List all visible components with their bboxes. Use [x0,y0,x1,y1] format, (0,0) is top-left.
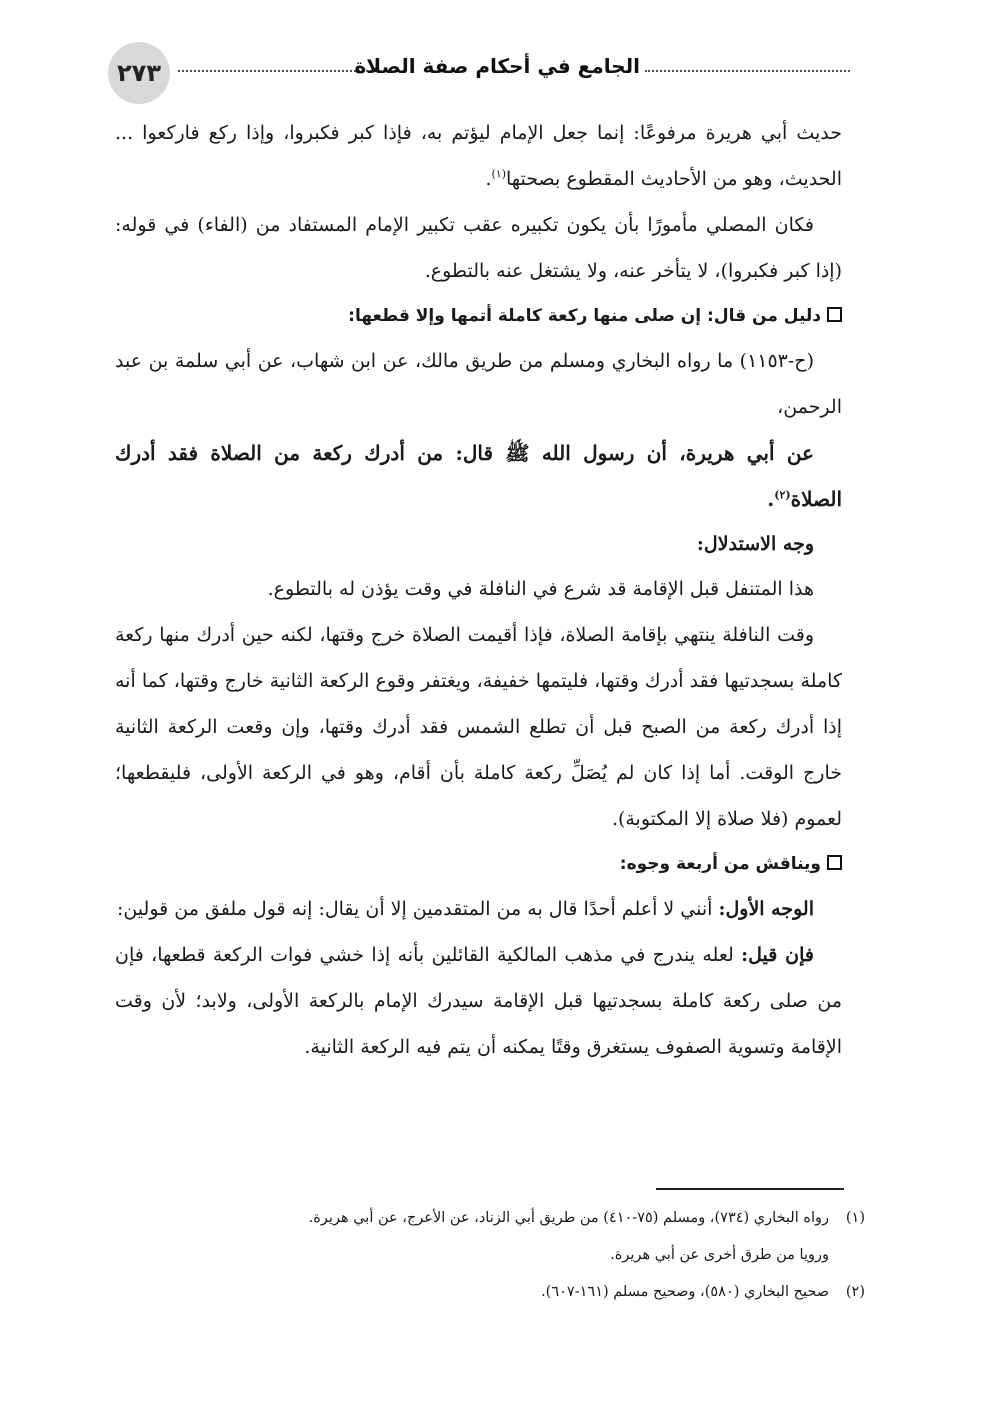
hadith-body: عن أبي هريرة، أن رسول الله ﷺ قال: من أدرك ركعة من الصلاة فقد أدرك الصلاة [115,441,842,511]
paragraph-7-lead: فإن قيل: [741,944,814,966]
footnote-separator [656,1188,844,1190]
paragraph-7 [115,932,842,1070]
footnote-2-text: صحيح البخاري (٥٨٠)، وصحيح مسلم (١٦١-٦٠٧). [541,1284,829,1300]
main-text [115,110,842,1070]
paragraph-1 [115,110,842,202]
footnote-1 [115,1200,865,1237]
paragraph-2: فكان المصلي مأمورًا بأن يكون تكبيره عقب تكبير الإمام المستفاد من (الفاء) في قوله: (إذا كبر فكبروا)، لا يتأخر عنه، ولا يشتغل عنه بالتطوع. [115,214,842,282]
section-heading-evidence [115,294,842,338]
footnote-1-continuation: ورويا من طرق أخرى عن أبي هريرة. [610,1247,829,1263]
footnote-ref-1: (١) [491,167,506,181]
paragraph-6 [115,886,842,932]
checkbox-square-icon [827,307,842,322]
header-dotted-rule-left [178,70,376,72]
hadith-text [115,430,842,522]
footnote-2-number: (٢) [845,1284,865,1300]
paragraph-6-text: أنني لا أعلم أحدًا قال به من المتقدمين إلا أن يقال: إنه قول ملفق من قولين: [116,898,719,920]
footnote-1-text: رواه البخاري (٧٣٤)، ومسلم (٧٥-٤١٠) من طريق أبي الزناد، عن الأعرج، عن أبي هريرة. [308,1210,829,1226]
page-number: ٢٧٣ [108,42,170,104]
footnote-1-number: (١) [845,1210,865,1226]
paragraph-1-end: . [485,168,492,190]
footnotes [115,1200,865,1311]
running-header [108,40,850,110]
footnote-2 [115,1274,865,1311]
paragraph-7-text: لعله يندرج في مذهب المالكية القائلين بأنه إذا خشي فوات الركعة قطعها، فإن من صلى ركعة كاملة بسجدتيها قبل الإقامة سيدرك الإمام بالركعة الأولى، ولابد؛ لأن وقت الإقامة وتسوية الصفوف يستغرق وقتًا يمكنه أن يتم فيه الركعة الثانية. [115,944,842,1058]
section-heading-inference: وجه الاستدلال: [696,533,814,555]
paragraph-5: وقت النافلة ينتهي بإقامة الصلاة، فإذا أقيمت الصلاة خرج وقتها، لكنه حين أدرك منها ركعة كاملة بسجدتيها فقد أدرك وقتها، فليتمها خفيفة، ويغتفر وقوع الركعة الثانية خارج وقتها، كما أنه إذا أدرك ركعة من الصبح قبل أن تطلع الشمس فقد أدرك وقتها، وإن وقعت الركعة الثانية خارج الوقت. أما إذا كان لم يُصَلِّ ركعة كاملة بأن أقام، وهو في الركعة الأولى، فليقطعها؛ لعموم (فلا صلاة إلا المكتوبة). [115,624,842,830]
header-dotted-rule-right [645,70,850,72]
header-title: الجامع في أحكام صفة الصلاة [354,54,640,78]
paragraph-4: هذا المتنفل قبل الإقامة قد شرع في النافلة في وقت يؤذن له بالتطوع. [267,578,814,600]
section-heading-discussion-text: ويناقش من أربعة وجوه: [619,854,821,874]
section-heading-evidence-text: دليل من قال: إن صلى منها ركعة كاملة أتمها وإلا قطعها: [348,306,821,326]
footnote-ref-2: (٢) [774,488,791,502]
hadith-end: . [767,487,775,511]
paragraph-3: (ح-١١٥٣) ما رواه البخاري ومسلم من طريق مالك، عن ابن شهاب، عن أبي سلمة بن عبد الرحمن، [115,350,842,418]
section-heading-discussion [115,842,842,886]
paragraph-6-lead: الوجه الأول: [718,898,814,920]
checkbox-square-icon [827,855,842,870]
paragraph-1-text: حديث أبي هريرة مرفوعًا: إنما جعل الإمام ليؤتم به، فإذا كبر فكبروا، وإذا ركع فاركعوا ... الحديث، وهو من الأحاديث المقطوع بصحتها [115,122,842,190]
